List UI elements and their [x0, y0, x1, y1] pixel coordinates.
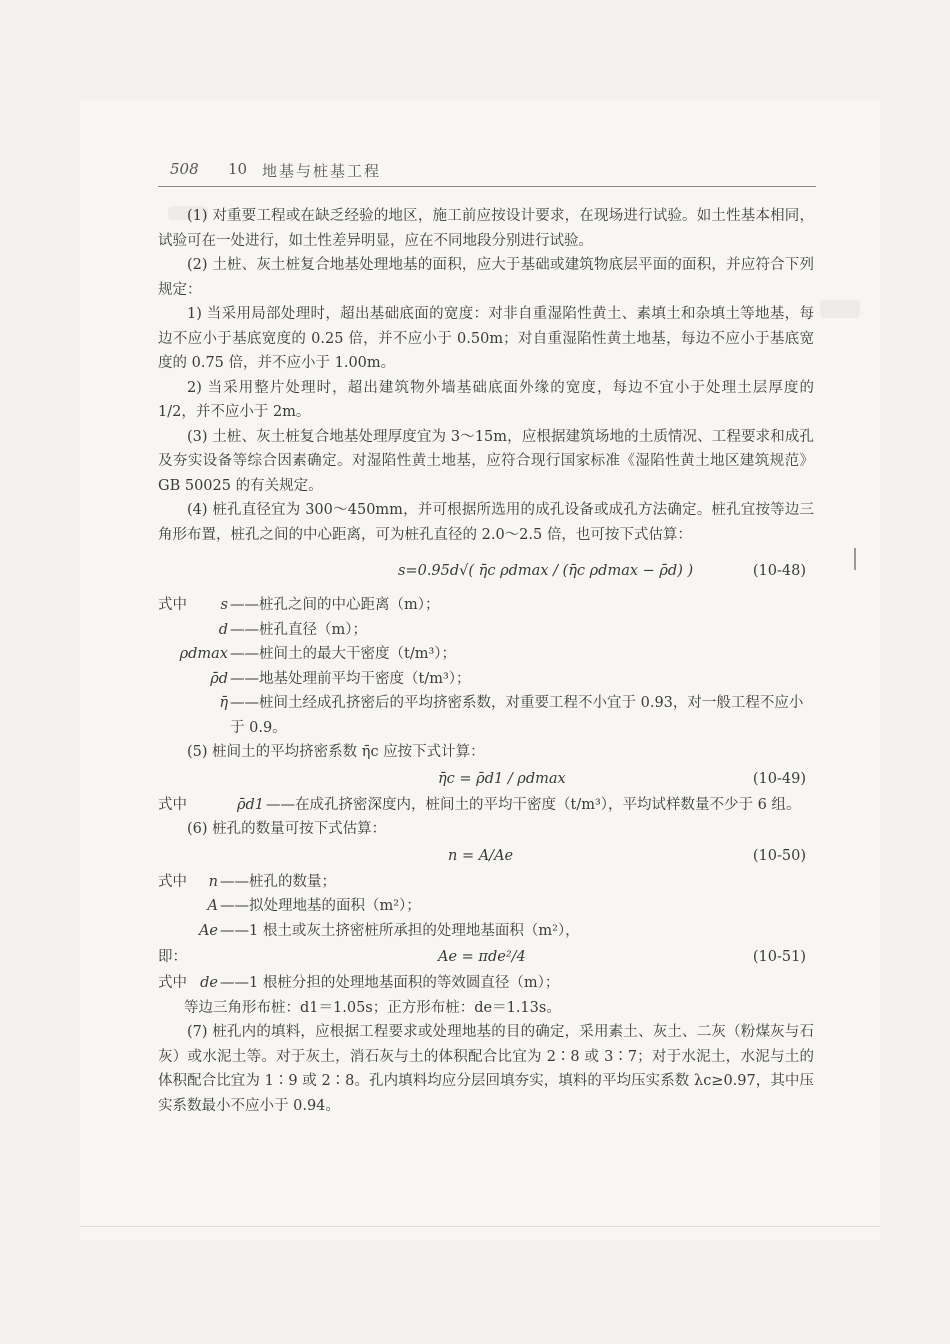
equation-expression: η̄c = ρ̄d1 / ρdmax — [438, 770, 566, 787]
paragraph-2: (2) 土桩、灰土桩复合地基处理地基的面积，应大于基础或建筑物底层平面的面积，并应符合下列规定： — [158, 257, 814, 298]
where-description: ——1 根桩分担的处理地基面积的等效圆直径（m）； — [220, 975, 560, 991]
where-label: 式中 — [158, 796, 187, 813]
where-label: 式中 — [158, 975, 187, 991]
paragraph-5: (5) 桩间土的平均挤密系数 η̄c 应按下式计算： — [187, 744, 485, 760]
running-header — [158, 158, 816, 187]
paragraph-3: (3) 土桩、灰土桩复合地基处理厚度宜为 3～15m，应根据建筑场地的土质情况、工程要求和成孔及夯实设备等综合因素确定。对湿陷性黄土地基，应符合现行国家标准《湿陷性黄土地区建筑规范》GB 50025 的有关规定。 — [158, 428, 814, 494]
paragraph-2-1: 1) 当采用局部处理时，超出基础底面的宽度：对非自重湿陷性黄土、素填土和杂填土等地基，每边不应小于基底宽度的 0.25 倍，并不应小于 0.50m；对自重湿陷性黄土地基，每边不应小于基底宽度的 0.75 倍，并不应小于 1.00m。 — [158, 306, 814, 371]
where-symbol: de — [200, 975, 218, 991]
where-row — [158, 971, 814, 996]
equation-number: (10-48) — [752, 563, 806, 579]
paragraph-4: (4) 桩孔直径宜为 300～450mm，并可根据所选用的成孔设备或成孔方法确定。桩孔宜按等边三角形布置，桩孔之间的中心距离，可为桩孔直径的 2.0～2.5 倍，也可按下式估算： — [158, 502, 814, 543]
page-body — [158, 204, 814, 1118]
where-symbol: A — [207, 898, 218, 914]
where-row — [158, 894, 814, 919]
equation-10-49 — [158, 765, 814, 793]
where-row — [158, 919, 814, 944]
where-row — [158, 618, 814, 643]
where-label: 式中 — [158, 597, 187, 613]
where-row — [158, 593, 814, 618]
paragraph-2-2: 2) 当采用整片处理时，超出建筑物外墙基础底面外缘的宽度，每边不宜小于处理土层厚度的 1/2，并不应小于 2m。 — [158, 379, 814, 420]
equation-expression: s=0.95d√( η̄c ρdmax / (η̄c ρdmax − ρ̄d) ) — [398, 563, 694, 579]
layout-note: 等边三角形布桩：d1＝1.05s；正方形布桩：de＝1.13s。 — [184, 999, 561, 1016]
where-row — [158, 642, 814, 667]
where-description: ——桩孔直径（m）； — [230, 621, 367, 638]
where-description: ——桩间土的最大干密度（t/m³）； — [230, 646, 457, 662]
equation-10-50 — [158, 842, 814, 870]
equation-10-48 — [158, 551, 814, 591]
where-label: 式中 — [158, 873, 187, 890]
where-description: ——1 根土或灰土挤密桩所承担的处理地基面积（m²）， — [220, 922, 580, 939]
where-symbol: η̄ — [219, 695, 228, 711]
where-description: ——在成孔挤密深度内，桩间土的平均干密度（t/m³），平均试样数量不少于 6 组。 — [266, 796, 801, 813]
scan-mark — [854, 548, 856, 570]
where-symbol: ρ̄d — [210, 670, 228, 687]
where-symbol: n — [208, 873, 218, 890]
where-symbol: s — [220, 597, 228, 613]
where-description: ——地基处理前平均干密度（t/m³）； — [230, 670, 471, 687]
equation-expression: Ae = πde²/4 — [438, 949, 526, 965]
where-description: ——桩孔之间的中心距离（m）； — [230, 597, 440, 613]
where-symbol: d — [218, 621, 228, 638]
paragraph-1: (1) 对重要工程或在缺乏经验的地区，施工前应按设计要求，在现场进行试验。如土性基本相同，试验可在一处进行，如土性差异明显，应在不同地段分别进行试验。 — [158, 208, 814, 249]
chapter-number: 10 — [228, 160, 248, 178]
ji-label: 即： — [158, 949, 187, 965]
where-description: ——桩孔的数量； — [220, 873, 336, 890]
paragraph-7: (7) 桩孔内的填料，应根据工程要求或处理地基的目的确定，采用素土、灰土、二灰（粉煤灰与石灰）或水泥土等。对于灰土，消石灰与土的体积配合比宜为 2∶8 或 3∶7；对于水泥土，水泥与土的体积配合比宜为 1∶9 或 2∶8。孔内填料均应分层回填夯实，填料的平均压实系数 λc≥0.97，其中压实系数最小不应小于 0.94。 — [158, 1024, 814, 1114]
where-symbol: Ae — [198, 922, 218, 939]
equation-number: (10-51) — [752, 949, 806, 965]
where-row — [158, 691, 814, 740]
where-row — [158, 870, 814, 895]
equation-number: (10-50) — [752, 847, 806, 864]
where-symbol: ρ̄d1 — [236, 796, 264, 813]
scan-smudge — [820, 300, 860, 318]
where-symbol: ρdmax — [179, 646, 228, 662]
where-row — [158, 667, 814, 692]
where-description: ——桩间土经成孔挤密后的平均挤密系数，对重要工程不小宜于 0.93，对一般工程不应小于 0.9。 — [230, 695, 804, 736]
scan-edge-line — [80, 1226, 880, 1227]
page-number: 508 — [170, 160, 199, 178]
equation-expression: n = A/Ae — [448, 847, 514, 864]
chapter-title: 地基与桩基工程 — [262, 162, 382, 180]
where-description: ——拟处理地基的面积（m²）； — [220, 898, 421, 914]
equation-10-51 — [158, 943, 814, 971]
equation-number: (10-49) — [752, 770, 806, 787]
paragraph-6: (6) 桩孔的数量可按下式估算： — [187, 821, 387, 837]
where-row — [158, 793, 814, 818]
